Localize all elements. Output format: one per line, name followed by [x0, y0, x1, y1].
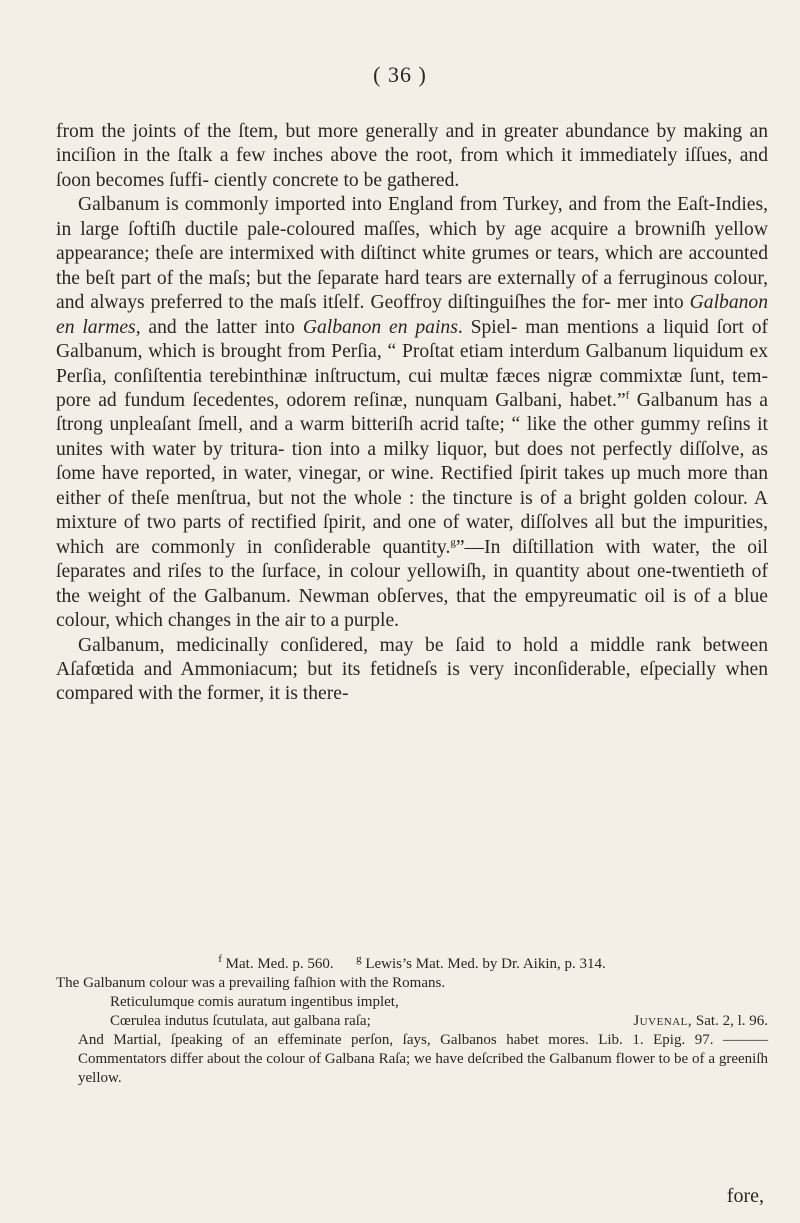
- body-text: [56, 120, 768, 707]
- footnote-marker-g: g: [450, 536, 456, 549]
- text-run: . Spiel- man mentions a liquid ſort of Galbanum, which is brought from Perſia, “ Proſtat etiam interdum Galbanum liquidum ex Perſia, conſiſtentia terebinthinæ inſtructum, cui multæ fæces nigræ commixtæ ſunt, tem- pore ad fundum ſecedentes, odorem reſinæ, nunquam Galbani, habet.”: [56, 316, 769, 411]
- paragraph: from the joints of the ſtem, but more generally and in greater abundance by making an inciſion in the ſtalk a few inches above the root, from which it immediately iſſues, and ſoon becomes ſuffi- ciently concrete to be gathered.: [56, 121, 768, 191]
- text-run: ”—In diſtillation with water, the oil ſeparates and riſes to the ſurface, in colour yellowiſh, in quantity about one-twentieth of the weight of the Galbanum. Newman obſerves, that the empyreumatic oil is of a blue colour, which changes in the air to a purple.: [56, 536, 768, 632]
- verse-line: Reticulumque comis auratum ingentibus implet,: [110, 994, 399, 1010]
- text-run: , and the latter into: [135, 316, 295, 338]
- footnote-mark: f: [218, 953, 222, 965]
- text-run: Geoffroy diſtinguiſhes the for- mer into: [370, 292, 684, 314]
- footnotes: [56, 955, 768, 1088]
- verse-line-with-citation: [56, 1012, 768, 1031]
- footnote-g: Lewis’s Mat. Med. by Dr. Aikin, p. 314.: [365, 956, 606, 972]
- citation-ref: Sat. 2, l. 96.: [695, 1013, 768, 1029]
- footnote-f: Mat. Med. p. 560.: [225, 956, 334, 972]
- text-run: Galbanum is commonly imported into England from Turkey, and from the Eaſt-Indies, in large ſoftiſh ductile pale-coloured maſſes, which by age acquire a browniſh yellow appearance; theſe are intermixed with diſtinct white grumes or tears, which are accounted the beſt part of the maſs; but the ſeparate hard tears are externally of a ferruginous colour, and always preferred to the maſs itſelf.: [56, 194, 768, 314]
- italic-term: Galbanon en pains: [302, 316, 458, 338]
- verse-line: Cœrulea indutus ſcutulata, aut galbana raſa;: [110, 1013, 371, 1029]
- footnote-martial: And Martial, ſpeaking of an effeminate perſon, ſays, Galbanos habet mores. Lib. 1. Epig. 97. ——— Commentators differ about the colour of Galbana Raſa; we have deſcribed the Galbanum flower to be of a greeniſh yellow.: [78, 1032, 768, 1086]
- citation: [633, 1012, 768, 1031]
- page-number: ( 36 ): [373, 62, 427, 87]
- footnote-romans: The Galbanum colour was a prevailing faſhion with the Romans.: [56, 975, 446, 991]
- italic-term: Galbanon en larmes: [56, 292, 768, 338]
- footnote-refs: [56, 955, 768, 974]
- footnote-marker-f: f: [625, 389, 630, 402]
- text-run: Galbanum has a ſtrong unpleaſant ſmell, and a warm bitteriſh acrid taſte; “ like the other gummy reſins it unites with water by tritura- tion into a milky liquor, but does not perfectly diſſolve, as ſome have reported, in water, vinegar, or wine. Rectified ſpirit takes up much more than either of theſe menſtrua, but not the whole : the tincture is of a bright golden colour. A mixture of two parts of rectified ſpirit, and one of water, diſſolves all but the impurities, which are commonly in conſiderable quantity.: [56, 389, 768, 558]
- paragraph: [56, 193, 768, 633]
- paragraph: Galbanum, medicinally conſidered, may be ſaid to hold a middle rank between Aſafœtida and Ammoniacum; but its fetidneſs is very inconſiderable, eſpecially when compared with the former, it is there-: [56, 634, 768, 705]
- author-name: Juvenal,: [633, 1013, 693, 1029]
- footnote-mark: g: [356, 953, 362, 965]
- catchword: fore,: [726, 1185, 764, 1207]
